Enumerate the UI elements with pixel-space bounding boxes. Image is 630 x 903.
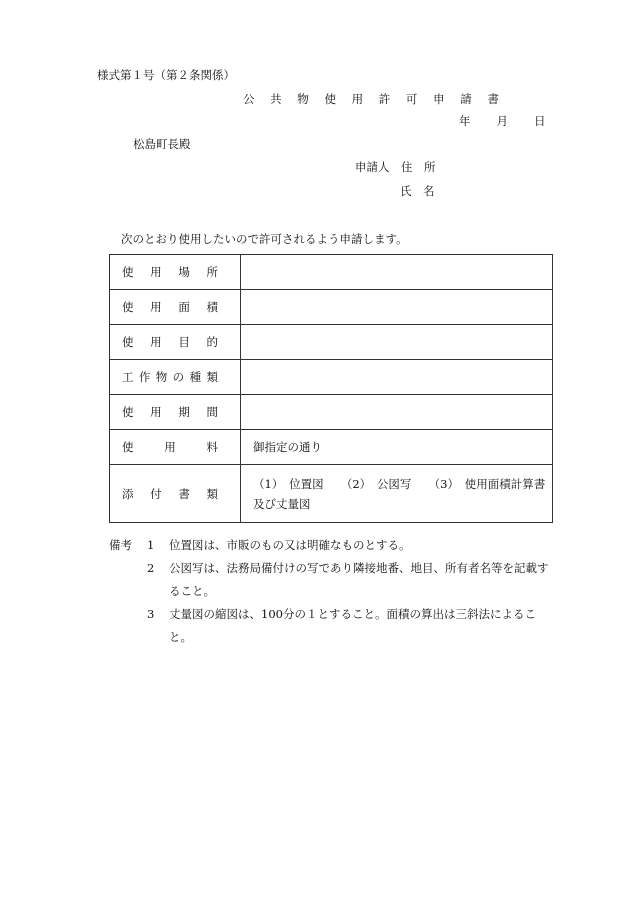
applicant-address-label: 申請人 住 所 <box>355 160 436 174</box>
row-label-char: 使 <box>122 300 134 314</box>
row-label-char: 間 <box>206 405 218 419</box>
row-label-char: 用 <box>150 405 162 419</box>
row-label <box>110 360 241 395</box>
row-label-char: 的 <box>206 335 218 349</box>
date-day-label: 日 <box>534 114 546 128</box>
row-value-field[interactable] <box>241 290 553 325</box>
application-form-table <box>109 254 553 523</box>
row-label-char: 使 <box>122 335 134 349</box>
row-label-char: 用 <box>164 440 176 454</box>
addressee: 松島町長殿 <box>133 137 191 151</box>
note-item <box>109 557 557 603</box>
row-value-field[interactable] <box>241 360 553 395</box>
applicant-name-label: 氏 名 <box>400 184 435 198</box>
date-year-label: 年 <box>459 114 471 128</box>
row-value-field[interactable] <box>241 255 553 290</box>
row-label-char: 積 <box>206 300 218 314</box>
row-value-field[interactable] <box>241 395 553 430</box>
form-number: 様式第１号（第２条関係） <box>97 68 235 82</box>
note-item <box>109 534 557 557</box>
row-label-char: 添 <box>122 486 134 501</box>
row-label-char: 書 <box>178 486 190 501</box>
row-label-char: 目 <box>178 335 190 349</box>
note-text: 公図写は、法務局備付けの写であり隣接地番、地目、所有者名等を記載すること。 <box>169 561 549 598</box>
form-row <box>110 395 553 430</box>
row-label <box>110 430 241 465</box>
form-row <box>110 255 553 290</box>
row-label-char: 付 <box>150 486 162 501</box>
note-item <box>109 603 557 649</box>
row-label-char: 期 <box>178 405 190 419</box>
note-number: 1 <box>147 538 155 552</box>
row-label <box>110 395 241 430</box>
row-label-char: 使 <box>122 440 134 454</box>
notes-heading: 備考 <box>109 538 132 552</box>
row-label-char: 用 <box>150 265 162 279</box>
row-label-char: 類 <box>206 370 218 384</box>
row-label <box>110 325 241 360</box>
date-line <box>459 113 546 129</box>
row-label <box>110 290 241 325</box>
notes-section <box>109 534 557 649</box>
row-value-field[interactable]: 御指定の通り <box>241 430 553 465</box>
row-label-char: 所 <box>206 265 218 279</box>
note-text: 丈量図の縮図は、100分の１とすること。面積の算出は三斜法によること。 <box>169 607 536 644</box>
form-row <box>110 290 553 325</box>
row-label-char: 使 <box>122 405 134 419</box>
form-row <box>110 325 553 360</box>
row-label <box>110 465 241 523</box>
row-value-field[interactable] <box>241 325 553 360</box>
row-label-char: 工 <box>122 370 134 384</box>
row-label-char: 類 <box>206 486 218 501</box>
row-label-char: 物 <box>155 370 168 384</box>
lead-text: 次のとおり使用したいので許可されるよう申請します。 <box>121 232 408 246</box>
note-number: 3 <box>147 607 155 621</box>
form-row <box>110 360 553 395</box>
row-label-char: 種 <box>189 370 202 384</box>
row-label-char: 使 <box>122 265 134 279</box>
form-row <box>110 430 553 465</box>
row-label-char: 面 <box>178 300 190 314</box>
row-label-char: 用 <box>150 335 162 349</box>
row-label-char: の <box>172 370 185 384</box>
form-row <box>110 465 553 523</box>
date-month-label: 月 <box>496 114 508 128</box>
document-title: 公 共 物 使 用 許 可 申 請 書 <box>243 92 505 106</box>
row-label <box>110 255 241 290</box>
row-label-char: 場 <box>178 265 190 279</box>
row-label-char: 用 <box>150 300 162 314</box>
note-number: 2 <box>147 561 155 575</box>
row-label-char: 料 <box>206 440 218 454</box>
row-label-char: 作 <box>138 370 151 384</box>
row-value-field[interactable]: （1） 位置図 （2） 公図写 （3） 使用面積計算書及び丈量図 <box>241 465 553 523</box>
note-text: 位置図は、市販のもの又は明確なものとする。 <box>169 538 411 552</box>
